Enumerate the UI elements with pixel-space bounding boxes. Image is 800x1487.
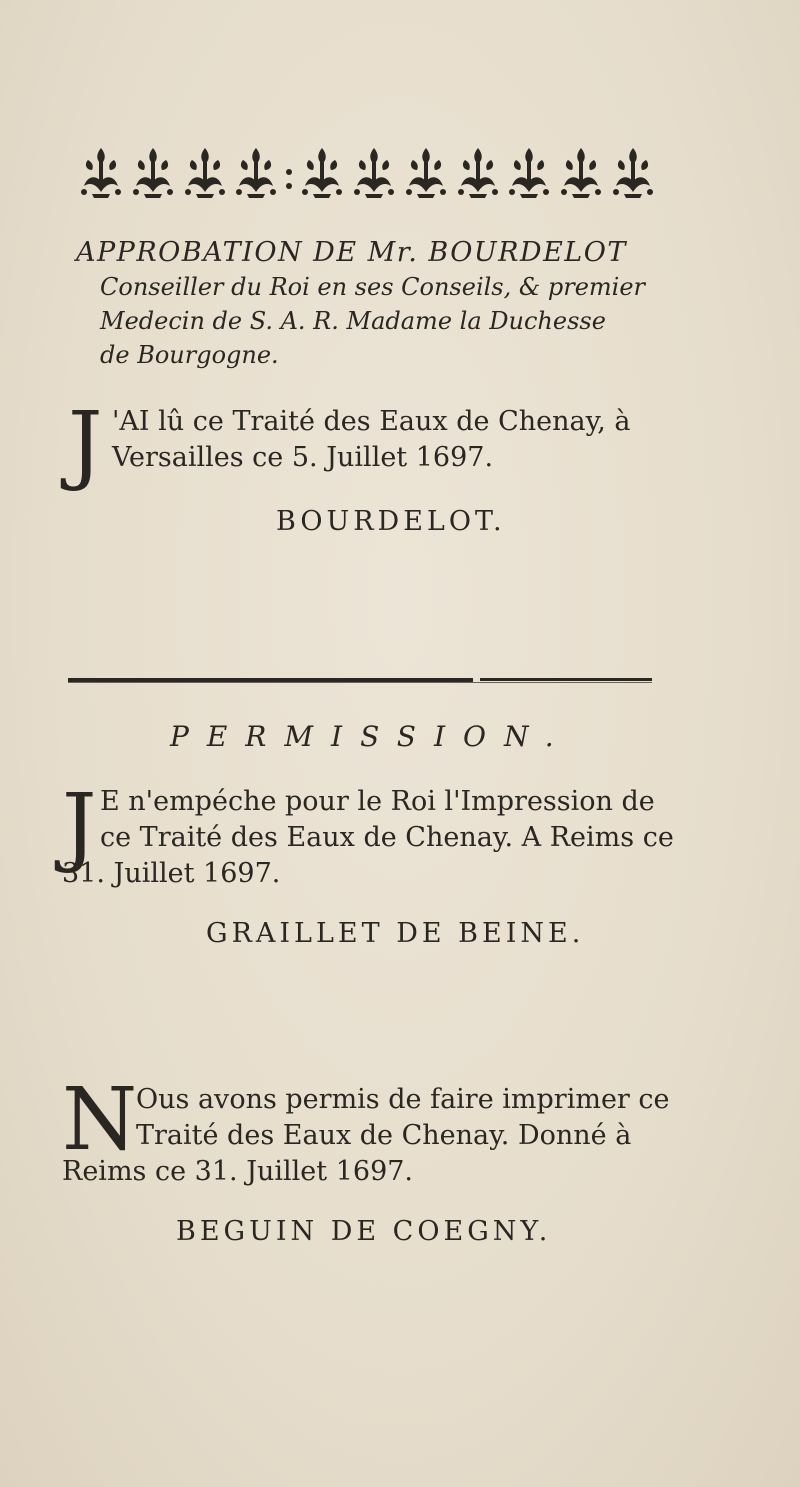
permission-body-line: ce Traité des Eaux de Chenay. A Reims ce [100,822,674,853]
approbation-title: APPROBATION DE Mr. BOURDELOT [76,237,627,268]
fleuron-icon [351,142,397,200]
permis-body-line: Traité des Eaux de Chenay. Donné à [136,1120,632,1151]
fleuron-icon [506,142,552,200]
double-rule-icon [68,678,652,684]
approbation-subtitle-line: Medecin de S. A. R. Madame la Duchesse [100,307,606,335]
permission-dropcap: J [62,776,97,876]
approbation-body-line: 'AI lû ce Traité des Eaux de Chenay, à [112,406,631,437]
fleuron-icon [299,142,345,200]
permission-title: PERMISSION. [170,720,572,753]
fleuron-icon [455,142,501,200]
fleuron-dots-icon [285,142,293,200]
permis-signature: BEGUIN DE COEGNY. [176,1216,552,1247]
permission-body-line: 31. Juillet 1697. [62,858,281,889]
fleuron-icon [558,142,604,200]
fleuron-band-icon [78,140,656,200]
fleuron-icon [610,142,656,200]
approbation-body-line: Versailles ce 5. Juillet 1697. [112,442,494,473]
permission-signature: GRAILLET DE BEINE. [206,918,585,949]
approbation-subtitle-line: Conseiller du Roi en ses Conseils, & premier [100,273,646,301]
approbation-dropcap: J [68,394,103,494]
permis-body-line: Ous avons permis de faire imprimer ce [136,1084,670,1115]
permis-dropcap: N [62,1070,138,1170]
fleuron-icon [233,142,279,200]
permis-body-line: Reims ce 31. Juillet 1697. [62,1156,414,1187]
fleuron-icon [182,142,228,200]
approbation-subtitle-line: de Bourgogne. [100,341,279,369]
fleuron-icon [130,142,176,200]
fleuron-icon [78,142,124,200]
permission-body-line: E n'empéche pour le Roi l'Impression de [100,786,655,817]
fleuron-icon [403,142,449,200]
approbation-signature: BOURDELOT. [276,506,506,537]
